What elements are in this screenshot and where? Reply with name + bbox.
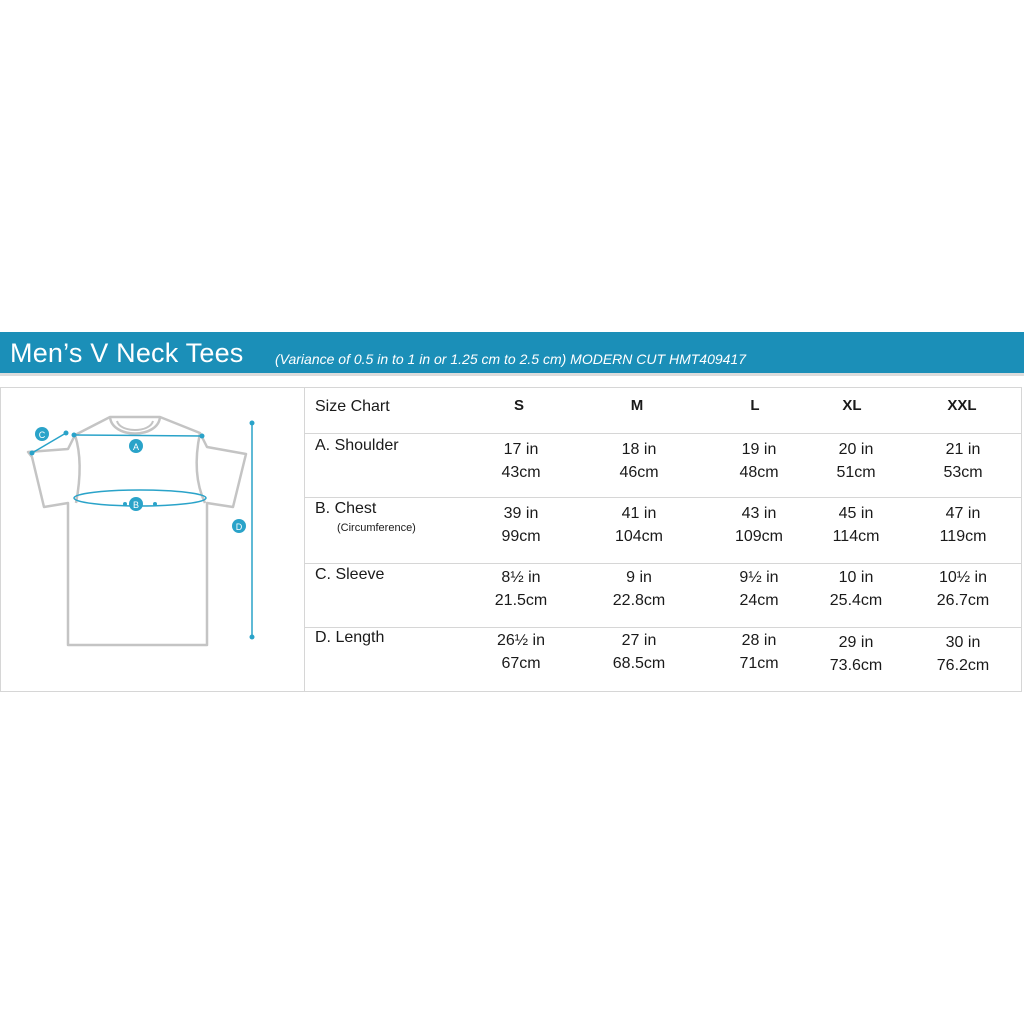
- size-chart-label: Size Chart: [315, 398, 390, 415]
- table-cell: 29 in 73.6cm: [829, 634, 883, 674]
- table-cell: 10 in 25.4cm: [829, 569, 883, 609]
- table-cell: 19 in 48cm: [739, 441, 779, 481]
- svg-text:A: A: [132, 442, 140, 452]
- table-row: [305, 627, 1022, 691]
- table-cell: 27 in 68.5cm: [612, 632, 666, 672]
- tshirt-diagram: [0, 387, 300, 692]
- table-cell: 47 in 119cm: [939, 505, 987, 545]
- row-label-sleeve: C. Sleeve: [315, 566, 385, 583]
- tshirt-outline-icon: [0, 387, 300, 692]
- table-header-row: [305, 387, 1022, 434]
- size-header-s: S: [513, 397, 524, 414]
- svg-text:D: D: [235, 522, 243, 532]
- table-row: [305, 433, 1022, 498]
- table-cell: 9 in 22.8cm: [612, 569, 666, 609]
- table-row: [305, 497, 1022, 564]
- table-cell: 45 in 114cm: [832, 505, 880, 545]
- size-header-l: L: [750, 397, 760, 414]
- marker-d: [232, 519, 246, 533]
- marker-b: [129, 497, 143, 511]
- table-cell: 18 in 46cm: [619, 441, 659, 481]
- size-header-xl: XL: [842, 397, 862, 414]
- svg-text:C: C: [38, 430, 46, 440]
- table-cell: 20 in 51cm: [836, 441, 876, 481]
- row-label-shoulder: A. Shoulder: [315, 437, 399, 454]
- table-cell: 41 in 104cm: [614, 505, 664, 545]
- marker-c: [35, 427, 49, 441]
- table-cell: 17 in 43cm: [501, 441, 541, 481]
- table-cell: 30 in 76.2cm: [936, 634, 990, 674]
- product-title: Men’s V Neck Tees: [10, 338, 244, 368]
- table-cell: 21 in 53cm: [943, 441, 983, 481]
- title-banner: [0, 332, 1024, 376]
- model-code: MODERN CUT HMT409417: [566, 351, 746, 367]
- size-header-xxl: XXL: [947, 397, 977, 414]
- table-cell: 43 in 109cm: [734, 505, 784, 545]
- svg-text:B: B: [132, 500, 140, 510]
- table-cell: 28 in 71cm: [739, 632, 779, 672]
- table-cell: 26½ in 67cm: [496, 632, 546, 672]
- table-cell: 9½ in 24cm: [739, 569, 779, 609]
- size-table: [305, 387, 1022, 692]
- size-header-m: M: [630, 397, 644, 414]
- row-label-chest: B. Chest: [315, 500, 377, 517]
- table-cell: 39 in 99cm: [501, 505, 541, 545]
- table-row: [305, 563, 1022, 628]
- table-cell: 10½ in 26.7cm: [936, 569, 990, 609]
- product-subtitle: [275, 351, 746, 367]
- row-sublabel-chest: (Circumference): [337, 522, 416, 534]
- table-cell: 8½ in 21.5cm: [494, 569, 548, 609]
- row-label-length: D. Length: [315, 629, 385, 646]
- marker-a: [129, 439, 143, 453]
- variance-note: (Variance of 0.5 in to 1 in or 1.25 cm to 2.5 cm): [275, 351, 567, 367]
